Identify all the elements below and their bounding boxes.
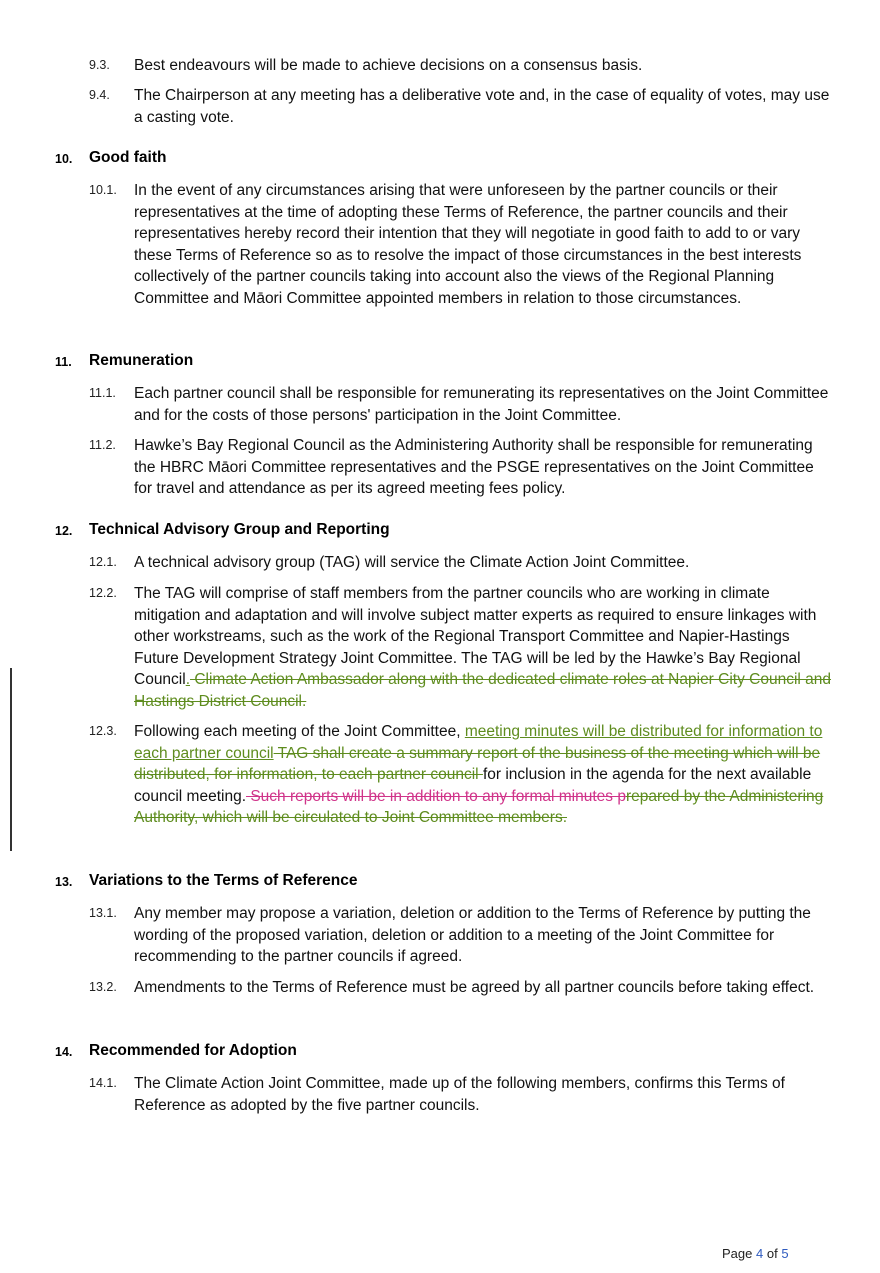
clause-number: 14.1.: [89, 1076, 117, 1090]
clause-text-body: Following each meeting of the Joint Committee,: [134, 723, 465, 740]
section-number: 11.: [55, 355, 72, 369]
of-label: of: [766, 1246, 778, 1261]
section-number: 14.: [55, 1045, 73, 1059]
page-number: 4: [756, 1246, 764, 1261]
section-title: Variations to the Terms of Reference: [89, 872, 358, 889]
clause-number: 11.2.: [89, 438, 116, 452]
clause-text: In the event of any circumstances arising that were unforeseen by the partner councils or their representatives at the time of adopting these Terms of Reference, the partner councils and their representatives hereby record their intention that they will negotiate in good faith to add to or vary these Terms of Reference so as to resolve the impact of those circumstances in the best interests collectively of the partner councils taking into account also the views of the Regional Planning Committee and Māori Committee appointed members in relation to those circumstances.: [134, 182, 802, 307]
tracked-deletion: Climate Action Ambassador along with the dedicated climate roles at Napier City Council and Hastings District Council.: [134, 671, 832, 710]
tracked-insertion: meeting minutes will be distributed for information to each partner council: [134, 723, 823, 762]
page-footer: [722, 1246, 789, 1261]
clause-number: 12.2.: [89, 586, 117, 600]
tracked-deletion: repared by the Administering Authority, which will be circulated to Joint Committee members.: [134, 787, 824, 826]
tracked-deletion: TAG shall create a summary report of the business of the meeting which will be distributed, for information, to each partner council: [134, 744, 821, 783]
clause-text-body: The TAG will comprise of staff members from the partner councils who are working in climate mitigation and adaptation and will involve subject matter experts as required to ensure linkages with other workstreams, such as the work of the Regional Transport Committee and Napier-Hastings Future Development Strategy Joint Committee. The TAG will be led by the Hawke’s Bay Regional Council: [134, 585, 817, 688]
clause-text: A technical advisory group (TAG) will service the Climate Action Joint Committee.: [134, 554, 690, 571]
section-number: 12.: [55, 524, 73, 538]
section-title: Remuneration: [89, 352, 194, 369]
page-label: Page: [722, 1246, 753, 1261]
clause-text-body: for inclusion in the agenda for the next available council meeting.: [134, 766, 812, 805]
section-title: Good faith: [89, 149, 167, 166]
section-number: 13.: [55, 875, 73, 889]
clause-number: 9.3.: [89, 58, 110, 72]
tracked-deletion-alt: Such reports will be in addition to any formal minutes p: [246, 787, 626, 805]
clause-number: 9.4.: [89, 88, 110, 102]
change-bar: [10, 668, 12, 851]
clause-number: 10.1.: [89, 183, 117, 197]
clause-text: The Climate Action Joint Committee, made up of the following members, confirms this Terms of Reference as adopted by the five partner councils.: [134, 1075, 785, 1114]
tracked-insertion: .: [185, 671, 191, 688]
clause-text: Any member may propose a variation, deletion or addition to the Terms of Reference by putting the wording of the proposed variation, deletion or addition to a meeting of the Joint Committee for recommending to the partner councils if agreed.: [134, 905, 811, 965]
clause-text: [134, 583, 834, 712]
section-title: Technical Advisory Group and Reporting: [89, 521, 390, 538]
clause-text: Hawke’s Bay Regional Council as the Administering Authority shall be responsible for remunerating the HBRC Māori Committee representatives and the PSGE representatives on the Joint Committee for travel and attendance as per its agreed meeting fees policy.: [134, 437, 814, 497]
clause-number: 11.1.: [89, 386, 116, 400]
clause-text: [134, 721, 834, 829]
clause-number: 12.1.: [89, 555, 117, 569]
clause-text: The Chairperson at any meeting has a deliberative vote and, in the case of equality of votes, may use a casting vote.: [134, 87, 830, 126]
clause-text: Each partner council shall be responsible for remunerating its representatives on the Joint Committee and for the costs of those persons' participation in the Joint Committee.: [134, 385, 829, 424]
clause-number: 13.1.: [89, 906, 117, 920]
clause-number: 13.2.: [89, 980, 117, 994]
clause-text: Best endeavours will be made to achieve decisions on a consensus basis.: [134, 57, 643, 74]
section-title: Recommended for Adoption: [89, 1042, 297, 1059]
clause-text: Amendments to the Terms of Reference must be agreed by all partner councils before taking effect.: [134, 979, 815, 996]
section-number: 10.: [55, 152, 73, 166]
page-total: 5: [781, 1246, 789, 1261]
clause-number: 12.3.: [89, 724, 117, 738]
